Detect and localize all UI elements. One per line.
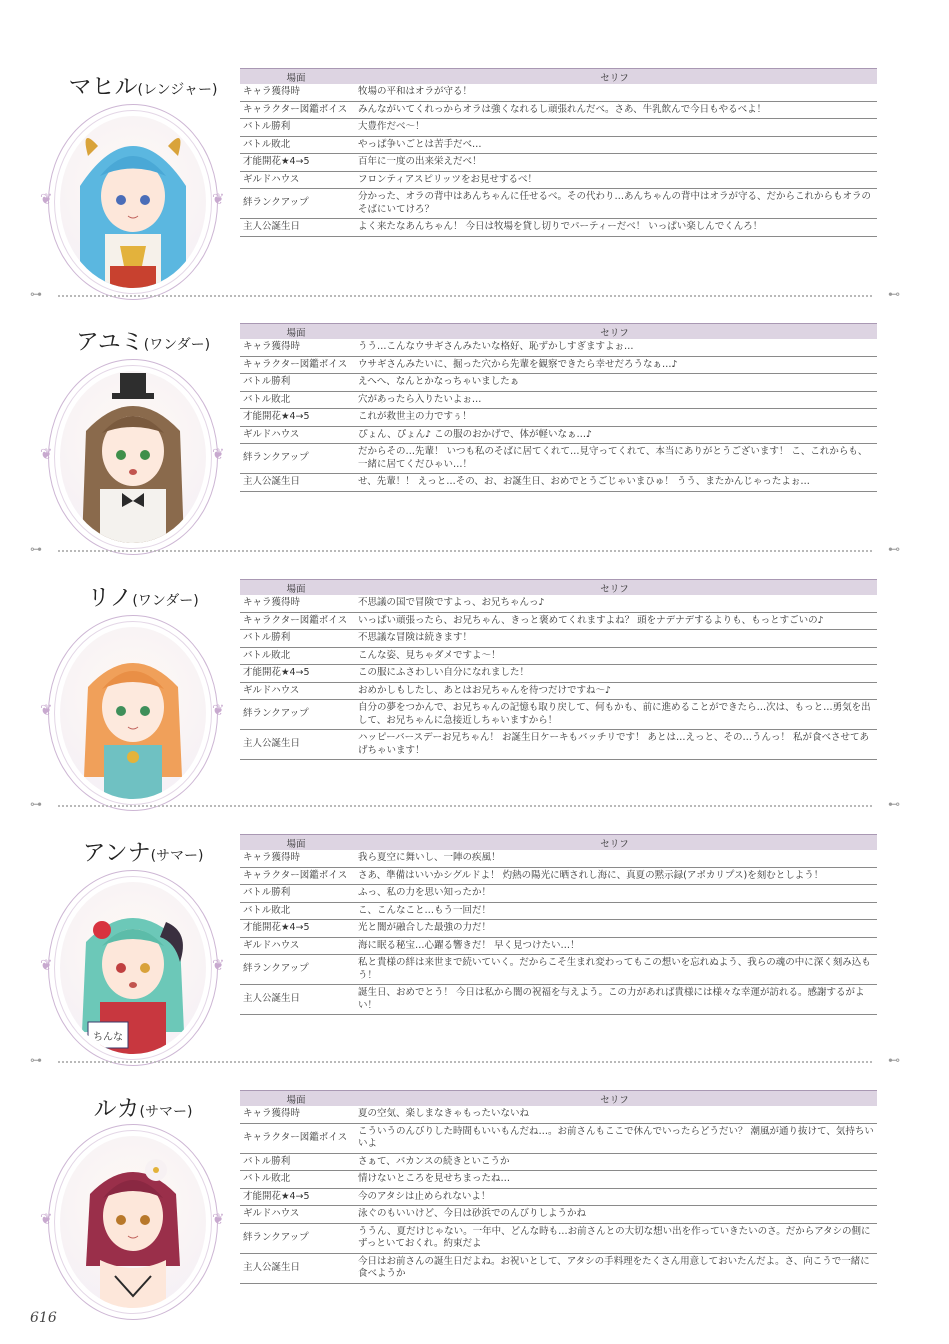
scene-cell: キャラ獲得時: [240, 1106, 352, 1123]
page-number: 616: [30, 1310, 57, 1326]
table-row: [240, 136, 877, 154]
table-row: [240, 189, 877, 219]
table-row: [240, 339, 877, 356]
scene-cell: バトル敗北: [240, 902, 352, 920]
table-row: [240, 171, 877, 189]
dialogue-cell: こ、こんなこと…もう一回だ！: [352, 902, 877, 920]
dialogue-cell: 百年に一度の出来栄えだべ！: [352, 154, 877, 172]
table-row: [240, 1188, 877, 1206]
scene-cell: キャラ獲得時: [240, 339, 352, 356]
table-row: [240, 682, 877, 700]
scene-cell: 主人公誕生日: [240, 1253, 352, 1283]
line-header: セリフ: [352, 835, 877, 851]
character-portrait: ❦ ❦: [40, 355, 226, 555]
table-row: [240, 612, 877, 630]
section-divider: ⊶ ⊷: [30, 542, 900, 556]
dialogue-cell: みんながいてくれっからオラは強くなれるし頑張れんだべ。さあ、牛乳飲んで今日もやるべよ！: [352, 101, 877, 119]
table-row: [240, 850, 877, 867]
scene-cell: 絆ランクアップ: [240, 1223, 352, 1253]
dialogue-cell: 不思議の国で冒険ですよっ、お兄ちゃんっ♪: [352, 595, 877, 612]
scene-cell: バトル勝利: [240, 119, 352, 137]
scene-cell: 才能開花★4→5: [240, 154, 352, 172]
scene-cell: キャラ獲得時: [240, 595, 352, 612]
dialogue-cell: 誕生日、おめでとう！ 今日は私から闇の祝福を与えよう。この力があれば貴様には様々な幸運が訪れる。感謝するがよい！: [352, 985, 877, 1015]
scene-cell: ギルドハウス: [240, 682, 352, 700]
scene-cell: 絆ランクアップ: [240, 444, 352, 474]
table-row: [240, 409, 877, 427]
dialogue-table: [240, 834, 877, 1015]
table-row: [240, 1253, 877, 1283]
dialogue-cell: せ、先輩！！ えっと…その、お、お誕生日、おめでとうごじゃいまひゅ！ うう、またかんじゃったよぉ…: [352, 474, 877, 492]
line-header: セリフ: [352, 324, 877, 340]
dialogue-cell: よく来たなあんちゃん！ 今日は牧場を貸し切りでパーティーだべ！ いっぱい楽しんでくんろ！: [352, 219, 877, 237]
scene-cell: キャラクター図鑑ボイス: [240, 101, 352, 119]
scene-cell: キャラクター図鑑ボイス: [240, 612, 352, 630]
table-row: [240, 730, 877, 760]
dialogue-cell: フロンティアスピリッツをお見せするべ！: [352, 171, 877, 189]
dialogue-cell: ううん、夏だけじゃない。一年中、どんな時も…お前さんとの大切な想い出を作っていきたいのさ。だからアタシの側にずっといておくれ。約束だよ: [352, 1223, 877, 1253]
table-row: [240, 374, 877, 392]
scene-cell: 絆ランクアップ: [240, 955, 352, 985]
dialogue-cell: 海に眠る秘宝…心躍る響きだ！ 早く見つけたい…！: [352, 937, 877, 955]
scene-cell: 才能開花★4→5: [240, 409, 352, 427]
table-row: [240, 1153, 877, 1171]
line-header: セリフ: [352, 1091, 877, 1107]
table-row: [240, 154, 877, 172]
table-row: [240, 101, 877, 119]
scene-cell: 主人公誕生日: [240, 985, 352, 1015]
dialogue-cell: 夏の空気、楽しまなきゃもったいないね: [352, 1106, 877, 1123]
table-row: [240, 867, 877, 885]
scene-cell: キャラクター図鑑ボイス: [240, 1123, 352, 1153]
character-name: マヒル(レンジャー): [68, 74, 218, 100]
scene-cell: キャラ獲得時: [240, 84, 352, 101]
character-portrait: ❦ ❦: [40, 100, 226, 300]
dialogue-cell: うう…こんなウサギさんみたいな格好、恥ずかしすぎますよぉ…: [352, 339, 877, 356]
table-row: [240, 1171, 877, 1189]
table-row: [240, 391, 877, 409]
dialogue-cell: 牧場の平和はオラが守る！: [352, 84, 877, 101]
scene-header: 場面: [240, 835, 352, 851]
table-row: [240, 426, 877, 444]
scene-cell: バトル勝利: [240, 630, 352, 648]
table-row: [240, 665, 877, 683]
scene-cell: バトル敗北: [240, 136, 352, 154]
dialogue-cell: いっぱい頑張ったら、お兄ちゃん、きっと褒めてくれますよね？ 頭をナデナデするよりも、もっとすごいの♪: [352, 612, 877, 630]
dialogue-cell: やっぱ争いごとは苦手だべ…: [352, 136, 877, 154]
dialogue-cell: こんな姿、見ちゃダメですよ〜！: [352, 647, 877, 665]
dialogue-cell: 泳ぐのもいいけど、今日は砂浜でのんびりしようかね: [352, 1206, 877, 1224]
table-row: [240, 937, 877, 955]
scene-header: 場面: [240, 324, 352, 340]
scene-cell: ギルドハウス: [240, 1206, 352, 1224]
character-portrait: ちんな ❦ ❦: [40, 866, 226, 1066]
svg-text:ちんな: ちんな: [93, 1032, 123, 1043]
dialogue-cell: こういうのんびりした時間もいいもんだね…。お前さんもここで休んでいったらどうだい？ 潮風が通り抜けて、気持ちいいよ: [352, 1123, 877, 1153]
scene-cell: バトル敗北: [240, 1171, 352, 1189]
dialogue-cell: さぁて、バカンスの続きといこうか: [352, 1153, 877, 1171]
scene-cell: ギルドハウス: [240, 171, 352, 189]
table-row: [240, 700, 877, 730]
scene-cell: 絆ランクアップ: [240, 189, 352, 219]
table-row: [240, 920, 877, 938]
scene-cell: バトル勝利: [240, 374, 352, 392]
dialogue-cell: おめかしもしたし、あとはお兄ちゃんを待つだけですね〜♪: [352, 682, 877, 700]
dialogue-cell: だからその…先輩！ いつも私のそばに居てくれて…見守ってくれて、本当にありがとうございます！ こ、これからも、一緒に居てくだひゃい…！: [352, 444, 877, 474]
table-row: [240, 119, 877, 137]
scene-header: 場面: [240, 580, 352, 596]
dialogue-cell: これが救世主の力ですぅ！: [352, 409, 877, 427]
table-row: [240, 985, 877, 1015]
character-portrait: ❦ ❦: [40, 1120, 226, 1320]
character-name: アユミ(ワンダー): [75, 329, 211, 355]
scene-cell: バトル勝利: [240, 885, 352, 903]
table-row: [240, 84, 877, 101]
section-divider: ⊶ ⊷: [30, 797, 900, 811]
scene-cell: キャラ獲得時: [240, 850, 352, 867]
scene-cell: 才能開花★4→5: [240, 1188, 352, 1206]
table-row: [240, 1223, 877, 1253]
scene-header: 場面: [240, 1091, 352, 1107]
scene-cell: バトル勝利: [240, 1153, 352, 1171]
dialogue-cell: ウサギさんみたいに、掘った穴から先輩を観察できたら幸せだろうなぁ…♪: [352, 356, 877, 374]
section-divider: ⊶ ⊷: [30, 287, 900, 301]
line-header: セリフ: [352, 69, 877, 85]
scene-cell: 絆ランクアップ: [240, 700, 352, 730]
scene-cell: バトル敗北: [240, 647, 352, 665]
scene-cell: 才能開花★4→5: [240, 665, 352, 683]
dialogue-cell: ぴょん、ぴょん♪ この服のおかげで、体が軽いなぁ…♪: [352, 426, 877, 444]
dialogue-cell: 我ら夏空に舞いし、一陣の疾風！: [352, 850, 877, 867]
scene-cell: キャラクター図鑑ボイス: [240, 356, 352, 374]
scene-cell: 主人公誕生日: [240, 730, 352, 760]
dialogue-cell: 穴があったら入りたいよぉ…: [352, 391, 877, 409]
table-row: [240, 1123, 877, 1153]
dialogue-cell: 大豊作だべ〜！: [352, 119, 877, 137]
dialogue-cell: 不思議な冒険は続きます！: [352, 630, 877, 648]
scene-cell: 主人公誕生日: [240, 474, 352, 492]
scene-header: 場面: [240, 69, 352, 85]
dialogue-cell: この服にふさわしい自分になれました！: [352, 665, 877, 683]
dialogue-cell: 今日はお前さんの誕生日だよね。お祝いとして、アタシの手料理をたくさん用意しておいたんだよ。さ、向こうで一緒に食べようか: [352, 1253, 877, 1283]
table-row: [240, 885, 877, 903]
table-row: [240, 444, 877, 474]
character-name: アンナ(サマー): [82, 840, 204, 866]
dialogue-cell: さあ、準備はいいかシグルドよ！ 灼熱の陽光に晒されし海に、真夏の黙示録(アポカリプス)を刻むとしよう！: [352, 867, 877, 885]
dialogue-table: [240, 579, 877, 760]
table-row: [240, 474, 877, 492]
dialogue-cell: えへへ、なんとかなっちゃいましたぁ: [352, 374, 877, 392]
dialogue-cell: ハッピーバースデーお兄ちゃん！ お誕生日ケーキもバッチリです！ あとは…えっと、その…うんっ！ 私が食べさせてあげちゃいます！: [352, 730, 877, 760]
scene-cell: ギルドハウス: [240, 426, 352, 444]
dialogue-cell: 分かった、オラの背中はあんちゃんに任せるべ。その代わり…あんちゃんの背中はオラが守る、だからこれからもオラのそばにいてけろ？: [352, 189, 877, 219]
character-name: ルカ(サマー): [93, 1096, 193, 1122]
scene-cell: 主人公誕生日: [240, 219, 352, 237]
dialogue-table: [240, 1090, 877, 1284]
character-portrait: ❦ ❦: [40, 611, 226, 811]
scene-cell: キャラクター図鑑ボイス: [240, 867, 352, 885]
dialogue-cell: 自分の夢をつかんで、お兄ちゃんの記憶も取り戻して、何もかも、前に進めることができたら…次は、もっと…勇気を出して、お兄ちゃんに急接近しちゃいますから！: [352, 700, 877, 730]
table-row: [240, 902, 877, 920]
table-row: [240, 647, 877, 665]
dialogue-cell: ふっ、私の力を思い知ったか！: [352, 885, 877, 903]
dialogue-cell: 光と闇が融合した最強の力だ！: [352, 920, 877, 938]
dialogue-cell: 私と貴様の絆は来世まで続いていく。だからこそ生まれ変わってもこの想いを忘れぬよう、我らの魂の中に深く刻み込もう！: [352, 955, 877, 985]
scene-cell: バトル敗北: [240, 391, 352, 409]
dialogue-table: [240, 323, 877, 492]
dialogue-table: [240, 68, 877, 237]
scene-cell: 才能開花★4→5: [240, 920, 352, 938]
table-row: [240, 356, 877, 374]
table-row: [240, 595, 877, 612]
table-row: [240, 1206, 877, 1224]
scene-cell: ギルドハウス: [240, 937, 352, 955]
table-row: [240, 955, 877, 985]
dialogue-cell: 情けないところを見せちまったね…: [352, 1171, 877, 1189]
table-row: [240, 219, 877, 237]
line-header: セリフ: [352, 580, 877, 596]
table-row: [240, 1106, 877, 1123]
character-name: リノ(ワンダー): [87, 585, 199, 611]
section-divider: ⊶ ⊷: [30, 1053, 900, 1067]
table-row: [240, 630, 877, 648]
dialogue-cell: 今のアタシは止められないよ！: [352, 1188, 877, 1206]
